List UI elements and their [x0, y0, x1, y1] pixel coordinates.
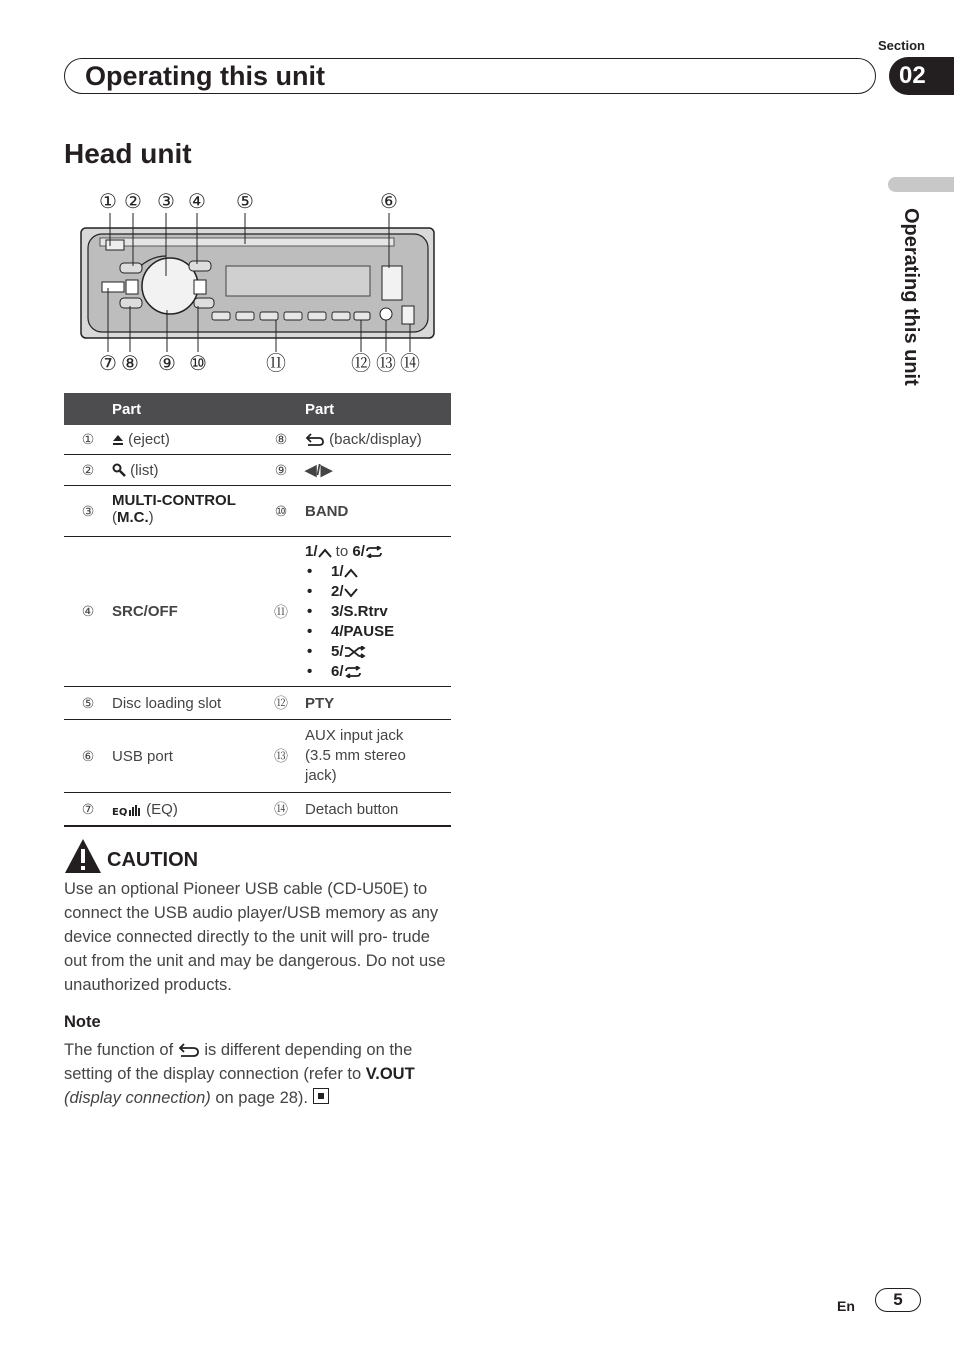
part-aux-jack: AUX input jack (3.5 mm stereo jack)	[305, 720, 451, 793]
table-row	[64, 720, 451, 793]
detach-button-shape	[402, 306, 414, 324]
row-number: ①	[64, 425, 112, 455]
callout-6: ⑥	[380, 189, 398, 213]
head-unit-diagram	[64, 186, 454, 378]
part-eject: (eject)	[112, 425, 257, 455]
preset-5	[308, 312, 326, 320]
table-row	[64, 793, 451, 827]
callout-10: ⑩	[189, 351, 207, 375]
row-number: ⑫	[257, 687, 305, 720]
callout-8: ⑧	[121, 351, 139, 375]
row-number: ④	[64, 537, 112, 687]
left-button-shape	[126, 280, 138, 294]
row-number: ③	[64, 486, 112, 537]
preset-item-6: • 6/	[305, 662, 451, 682]
preset-2	[236, 312, 254, 320]
callout-14: ⑭	[400, 351, 420, 375]
caution-text: Use an optional Pioneer USB cable (CD-U50E) to connect the USB audio player/USB memory as any device connected directly to the unit will pro- trude out from the unit and may be dangerous. Do not use unauthorized products.	[64, 880, 446, 994]
back-icon	[178, 1043, 200, 1057]
usb-port-shape	[382, 266, 402, 300]
row-number: ②	[64, 455, 112, 486]
table-row	[64, 425, 451, 455]
preset-item-5: • 5/	[305, 642, 451, 662]
preset-6	[332, 312, 350, 320]
section-label: Section	[878, 38, 925, 53]
note-text: The function of is different depending on the setting of the display connection (refer to V.OUT (display connection) on page 28).	[64, 1041, 415, 1107]
row-number: ⑩	[257, 486, 305, 537]
callout-1: ①	[99, 189, 117, 213]
part-band: BAND	[305, 486, 451, 537]
preset-item-1: • 1/	[305, 562, 451, 582]
preset-item-3: • 3/S.Rtrv	[305, 602, 451, 622]
part-left-right: ◀/▶	[305, 455, 451, 486]
part-usb-port: USB port	[112, 720, 257, 793]
repeat-icon	[365, 546, 383, 558]
part-multi-control: MULTI-CONTROL (M.C.)	[112, 486, 257, 537]
part-disc-slot: Disc loading slot	[112, 687, 257, 720]
eject-icon	[112, 434, 124, 446]
preset-item-4: • 4/PAUSE	[305, 622, 451, 642]
preset-1	[212, 312, 230, 320]
band-button-shape	[194, 298, 214, 308]
aux-jack-shape	[380, 308, 392, 320]
side-tab-label: Operating this unit	[900, 208, 922, 386]
eq-button-shape	[102, 282, 124, 292]
eject-button-shape	[106, 240, 124, 250]
src-button-shape	[189, 261, 211, 271]
up-icon	[318, 548, 332, 558]
up-icon	[344, 568, 358, 578]
row-number: ⑤	[64, 687, 112, 720]
list-button-shape	[120, 263, 142, 273]
page-title: Operating this unit	[85, 61, 325, 91]
callout-13: ⑬	[376, 351, 396, 375]
callout-9: ⑨	[158, 351, 176, 375]
table-row	[64, 486, 451, 537]
back-icon	[305, 433, 325, 446]
page-number: 5	[875, 1288, 921, 1312]
row-number: ⑭	[257, 793, 305, 827]
callout-2: ②	[124, 189, 142, 213]
callout-5: ⑤	[236, 189, 254, 213]
section-heading: Head unit	[64, 138, 192, 169]
callout-12: ⑫	[351, 351, 371, 375]
shuffle-icon	[344, 646, 366, 658]
callout-11: ⑪	[266, 351, 286, 375]
part-list: (list)	[112, 455, 257, 486]
note-title: Note	[64, 1013, 101, 1031]
row-number: ⑥	[64, 720, 112, 793]
section-number: 02	[889, 57, 954, 95]
row-number: ⑬	[257, 720, 305, 793]
end-mark-icon	[313, 1088, 329, 1104]
part-presets: 1/ to 6/ • 1/ • 2/ • 3/S.Rtrv • 4/PAUSE • 5/ • 6/	[305, 537, 451, 687]
preset-4	[284, 312, 302, 320]
callout-3: ③	[157, 189, 175, 213]
preset-3	[260, 312, 278, 320]
part-src-off: SRC/OFF	[112, 537, 257, 687]
table-row	[64, 455, 451, 486]
callout-7: ⑦	[99, 351, 117, 375]
parts-table	[64, 393, 451, 827]
back-button-shape	[120, 298, 142, 308]
part-pty: PTY	[305, 687, 451, 720]
eq-icon	[112, 804, 142, 816]
part-eq: EQ (EQ)	[112, 793, 257, 827]
preset-item-2: • 2/	[305, 582, 451, 602]
part-detach: Detach button	[305, 793, 451, 827]
row-number: ⑪	[257, 537, 305, 687]
caution-block	[64, 838, 454, 882]
pty-button-shape	[354, 312, 370, 320]
table-header-row	[64, 393, 451, 425]
repeat-icon	[344, 666, 362, 678]
page-title-box	[64, 58, 876, 94]
row-number: ⑧	[257, 425, 305, 455]
right-button-shape	[194, 280, 206, 294]
table-row	[64, 687, 451, 720]
callout-4: ④	[188, 189, 206, 213]
row-number: ⑨	[257, 455, 305, 486]
language-label: En	[837, 1298, 855, 1314]
col-header-part-2: Part	[305, 393, 451, 425]
caution-title: CAUTION	[107, 849, 199, 871]
svg-text:EQ: EQ	[112, 806, 128, 816]
search-icon	[112, 463, 126, 477]
display-window	[226, 266, 370, 296]
row-number: ⑦	[64, 793, 112, 827]
table-row	[64, 537, 451, 687]
col-header-part-1: Part	[112, 393, 257, 425]
part-back-display: (back/display)	[305, 425, 451, 455]
down-icon	[344, 588, 358, 598]
warning-icon	[64, 838, 102, 874]
side-tab-marker	[888, 177, 954, 192]
